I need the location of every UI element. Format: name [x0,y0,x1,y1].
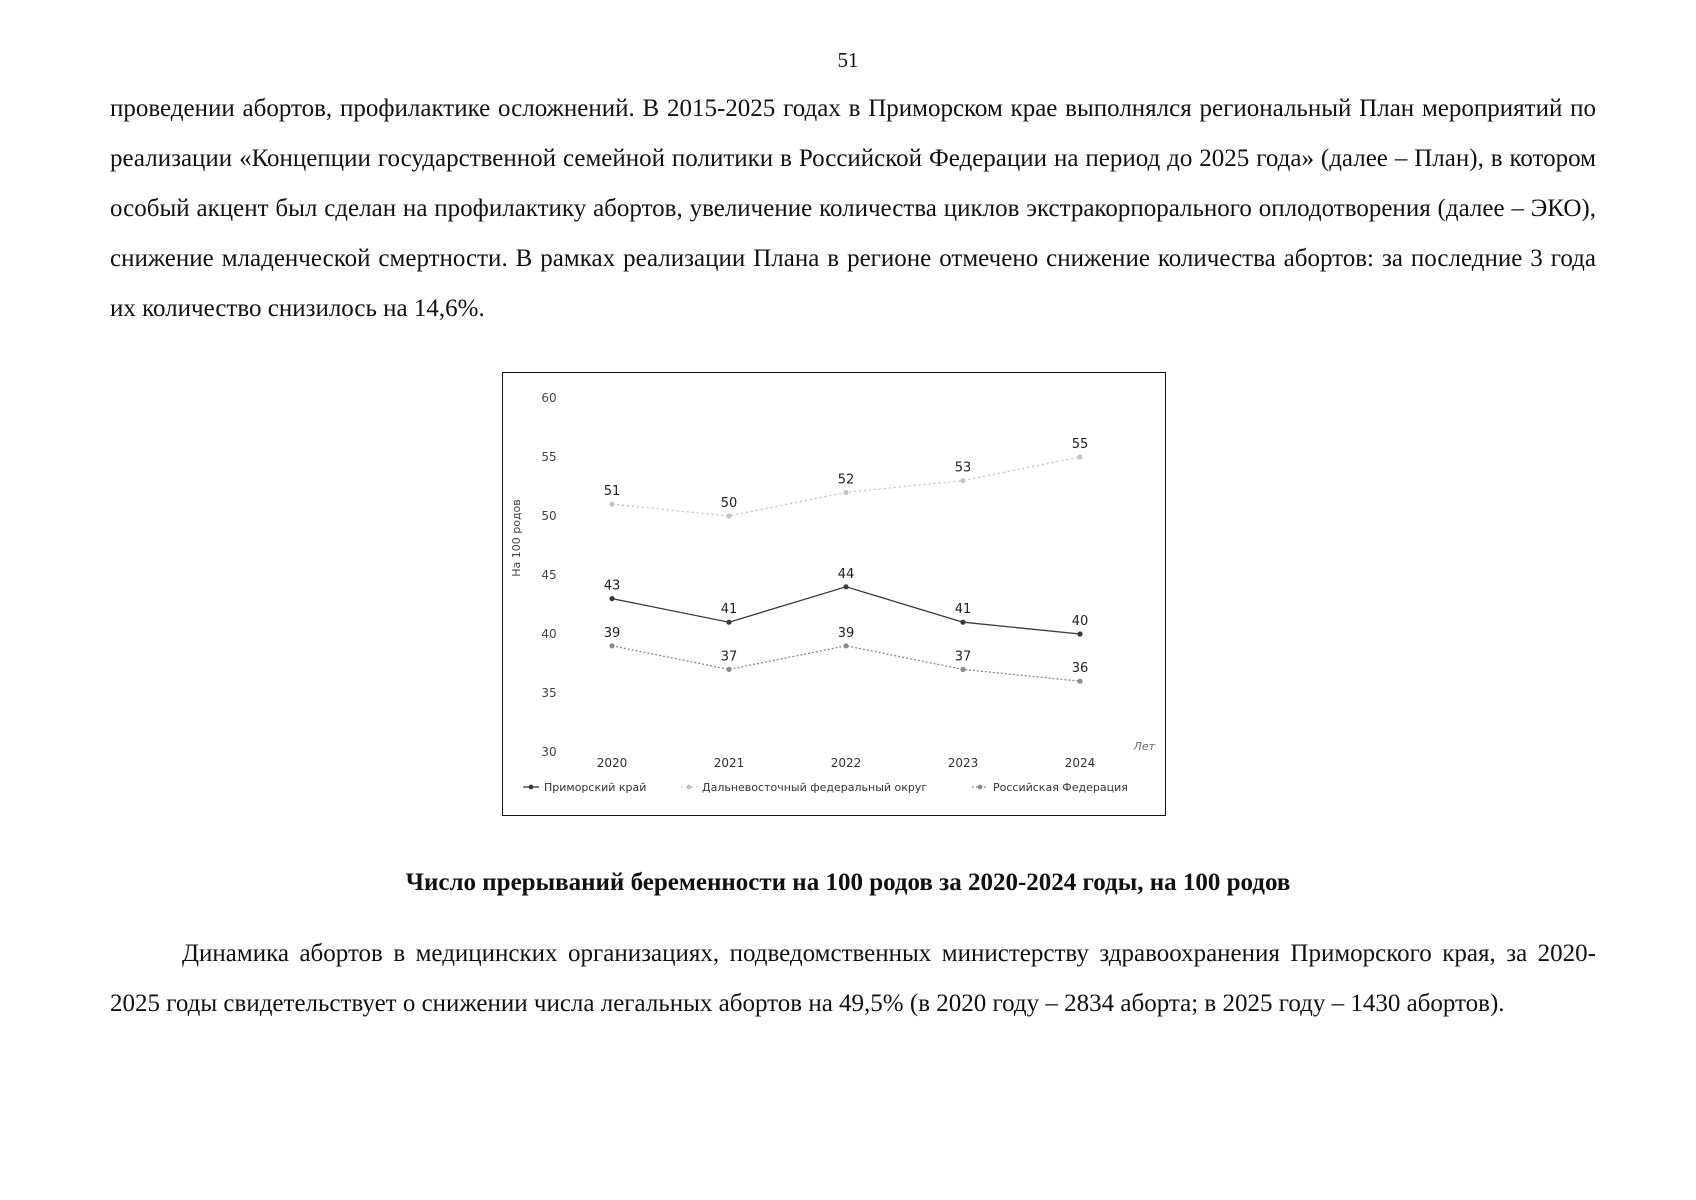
data-point [1077,679,1082,684]
data-label: 39 [837,625,855,641]
y-axis-title: На 100 родов [510,499,523,577]
data-point [843,643,848,648]
legend-label: Дальневосточный федеральный округ [702,781,928,794]
figure-caption: Число прерываний беременности на 100 родов за 2020-2024 годы, на 100 родов [405,869,1291,896]
data-point [843,584,848,589]
series-layer [604,437,1089,684]
y-tick-label: 50 [541,509,557,523]
data-label: 44 [837,566,855,582]
data-point [960,667,965,672]
x-tick-label: 2020 [596,756,628,770]
legend-swatch-marker [687,785,692,790]
legend-item [972,781,1128,794]
x-axis-title: Лет [1133,740,1155,753]
x-tick-label: 2022 [830,756,862,770]
data-label: 51 [603,484,621,500]
page-number: 51 [837,48,859,72]
data-label: 41 [720,602,738,618]
line-chart [503,373,1164,814]
series-2 [604,437,1089,519]
data-label: 37 [720,649,738,665]
data-label: 43 [603,578,621,594]
y-tick-label: 30 [541,745,557,759]
x-axis-ticks [597,756,1096,770]
legend-swatch-marker [529,785,534,790]
paragraph-1: проведении абортов, профилактике осложнений. В 2015-2025 годах в Приморском крае выполнялся региональный План мероприятий по реализации «Концепции государственной семейной политики в Российской Федерации на период до 2025 года» (далее – План), в котором особый акцент был сделан на профилактику абортов, увеличение количества циклов экстракорпорального оплодотворения (далее – ЭКО), снижение младенческой смертности. В рамках реализации Плана в регионе отмечено снижение количества абортов: за последние 3 года их количество снизилось на 14,6%. [110,95,1596,322]
data-label: 50 [720,496,738,511]
data-label: 40 [1071,614,1089,629]
data-point [609,596,614,601]
data-label: 41 [954,602,972,618]
data-label: 39 [603,625,621,641]
data-point [609,643,614,648]
x-tick-label: 2024 [1064,756,1096,770]
data-point [1077,631,1082,636]
legend-item [681,781,927,794]
data-point [726,667,731,672]
data-point [726,620,731,625]
x-tick-label: 2023 [947,756,979,770]
data-point [726,513,731,518]
data-point [843,490,848,495]
series-line [612,646,1080,681]
y-tick-label: 45 [541,568,557,582]
data-label: 55 [1071,437,1089,452]
series-3 [604,626,1089,684]
data-point [960,620,965,625]
legend [523,781,1128,794]
legend-label: Приморский край [544,781,647,794]
y-tick-label: 60 [541,391,557,405]
legend-label: Российская Федерация [993,781,1128,794]
data-label: 53 [954,460,972,476]
legend-swatch-marker [978,785,983,790]
x-tick-label: 2021 [713,756,745,770]
chart-frame [502,372,1166,816]
legend-item [523,781,646,794]
data-label: 36 [1071,661,1089,677]
y-tick-label: 55 [541,450,557,464]
data-point [1077,454,1082,459]
data-label: 52 [837,472,855,488]
y-axis-ticks [541,391,556,759]
data-point [609,502,614,507]
y-tick-label: 40 [541,627,557,641]
data-label: 37 [954,649,972,665]
data-point [960,478,965,483]
paragraph-2: Динамика абортов в медицинских организациях, подведомственных министерству здравоохранения Приморского края, за 2020-2025 годы свидетельствует о снижении числа легальных абортов на 49,5% (в 2020 году – 2834 аборта; в 2025 году – 1430 абортов). [110,940,1596,1017]
y-tick-label: 35 [541,686,557,700]
